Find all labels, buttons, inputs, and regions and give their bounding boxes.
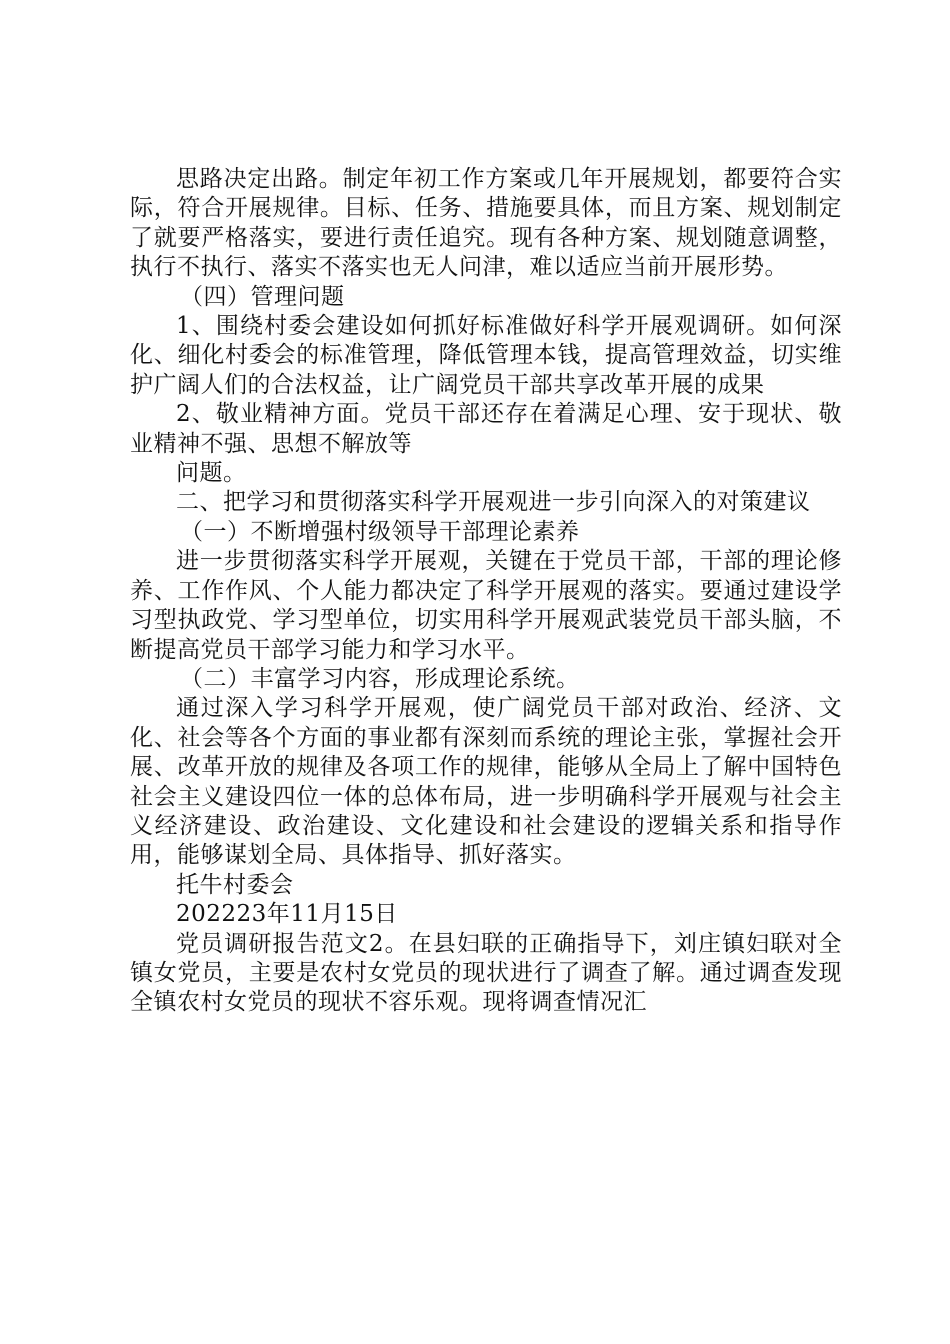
heading-theory-literacy: （一）不断增强村级领导干部理论素养 [180, 518, 580, 545]
paragraph-village-committee: 1、围绕村委会建设如何抓好标准做好科学开展观调研。如何深化、细化村委会的标准管理，降低管理本钱，提高管理效益，切实维护广阔人们的合法权益，让广阔党员干部共享改革开展的成果 [130, 313, 842, 398]
signature-organization: 托牛村委会 [176, 871, 294, 898]
document-body [130, 165, 842, 1018]
paragraph-report-sample: 党员调研报告范文2。在县妇联的正确指导下，刘庄镇妇联对全镇女党员，主要是农村女党员的现状进行了调查了解。通过调查发现全镇农村女党员的现状不容乐观。现将调查情况汇 [130, 930, 842, 1016]
paragraph-planning: 思路决定出路。制定年初工作方案或几年开展规划，都要符合实际，符合开展规律。目标、任务、措施要具体，而且方案、规划制定了就要严格落实，要进行责任追究。现有各种方案、规划随意调整，执行不执行、落实不落实也无人问津，难以适应当前开展形势。 [130, 166, 842, 281]
paragraph-theory-literacy: 进一步贯彻落实科学开展观，关键在于党员干部，干部的理论修养、工作作风、个人能力都决定了科学开展观的落实。要通过建设学习型执政党、学习型单位，切实用科学开展观武装党员干部头脑，不断提高党员干部学习能力和学习水平。 [130, 548, 842, 663]
heading-learning-content: （二）丰富学习内容，形成理论系统。 [180, 665, 580, 692]
paragraph-problem: 问题。 [176, 460, 247, 487]
heading-countermeasures: 二、把学习和贯彻落实科学开展观进一步引向深入的对策建议 [176, 489, 811, 516]
signature-date: 202223年11月15日 [176, 901, 398, 928]
heading-management-problems: （四）管理问题 [180, 283, 345, 310]
paragraph-learning-content: 通过深入学习科学开展观，使广阔党员干部对政治、经济、文化、社会等各个方面的事业都有深刻而系统的理论主张，掌握社会开展、改革开放的规律及各项工作的规律，能够从全局上了解中国特色社会主义建设四位一体的总体布局，进一步明确科学开展观与社会主义经济建设、政治建设、文化建设和社会建设的逻辑关系和指导作用，能够谋划全局、具体指导、抓好落实。 [130, 695, 842, 869]
paragraph-dedication: 2、敬业精神方面。党员干部还存在着满足心理、安于现状、敬业精神不强、思想不解放等 [130, 401, 842, 457]
